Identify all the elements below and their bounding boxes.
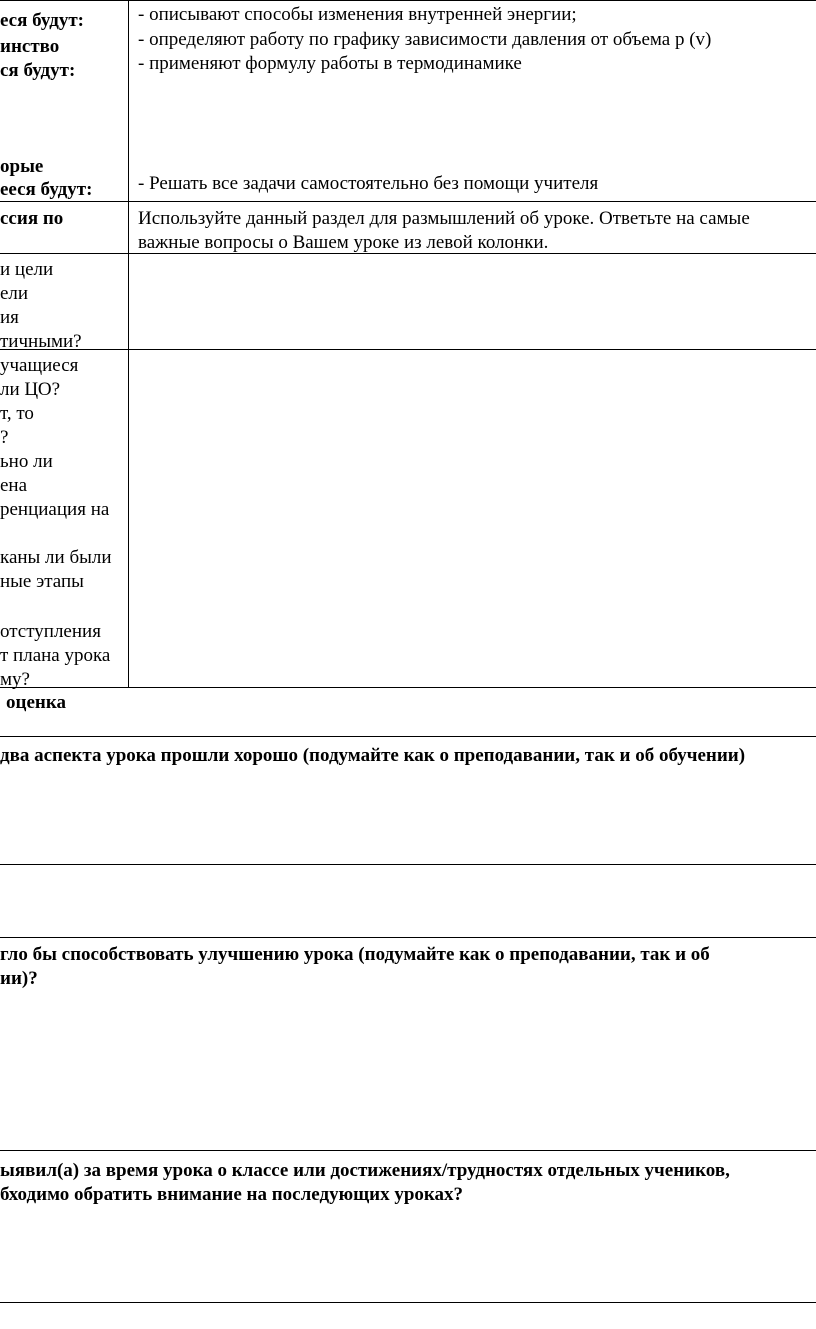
row1b-left-line2: ееся будут: (0, 179, 93, 200)
reflection-instruction-2: важные вопросы о Вашем уроке из левой колонки. (138, 232, 549, 253)
question-line-11: т плана урока (0, 645, 111, 666)
question-line-7: ренциация на (0, 499, 110, 520)
table-top-border (0, 0, 816, 1)
question-goals-line3: ия (0, 307, 19, 328)
table-bottom-border (0, 687, 816, 688)
table-column-divider (128, 0, 129, 688)
question-line-9: ные этапы (0, 571, 84, 592)
question-improve-line1: гло бы способствовать улучшению урока (подумайте как о преподавании, так и об (0, 944, 710, 965)
row1-left-line2: инство (0, 36, 60, 57)
question-line-8: каны ли были (0, 547, 112, 568)
question-went-well: два аспекта урока прошли хорошо (подумайте как о преподавании, так и об обучении) (0, 745, 746, 766)
question-learned-line2: бходимо обратить внимание на последующих уроках? (0, 1184, 464, 1205)
question-goals-line2: ели (0, 283, 29, 304)
question-improve-line2: ии)? (0, 968, 38, 989)
row1b-left-line1: орые (0, 156, 44, 177)
reflection-header: ссия по (0, 208, 64, 229)
row-divider-3 (0, 349, 816, 350)
question-learned-line1: ыявил(а) за время урока о классе или достижениях/трудностях отдельных учеников, (0, 1160, 730, 1181)
question-line-5: ьно ли (0, 451, 53, 472)
row1-left-line1: еся будут: (0, 10, 84, 31)
section-divider-a (0, 736, 816, 737)
section-divider-c (0, 937, 816, 938)
question-line-2: ли ЦО? (0, 379, 61, 400)
section-divider-e (0, 1302, 816, 1303)
section-divider-d (0, 1150, 816, 1151)
question-line-3: т, то (0, 403, 34, 424)
question-line-1: учащиеся (0, 355, 79, 376)
question-line-10: отступления (0, 621, 101, 642)
question-goals-line4: тичными? (0, 331, 82, 352)
section-divider-b (0, 864, 816, 865)
row1-left-line3: ся будут: (0, 60, 76, 81)
objective-item-3: - применяют формулу работы в термодинамике (138, 53, 522, 74)
row-divider-1 (0, 201, 816, 202)
objective-item-2: - определяют работу по графику зависимости давления от объема р (v) (138, 29, 712, 50)
question-goals-line1: и цели (0, 259, 54, 280)
objective-item-1: - описывают способы изменения внутренней энергии; (138, 4, 577, 25)
question-line-12: му? (0, 669, 30, 690)
question-line-6: ена (0, 475, 28, 496)
question-line-4: ? (0, 427, 9, 448)
reflection-instruction-1: Используйте данный раздел для размышлений об уроке. Ответьте на самые (138, 208, 750, 229)
total-evaluation-title: оценка (6, 692, 66, 713)
objective-item-some: - Решать все задачи самостоятельно без помощи учителя (138, 173, 599, 194)
